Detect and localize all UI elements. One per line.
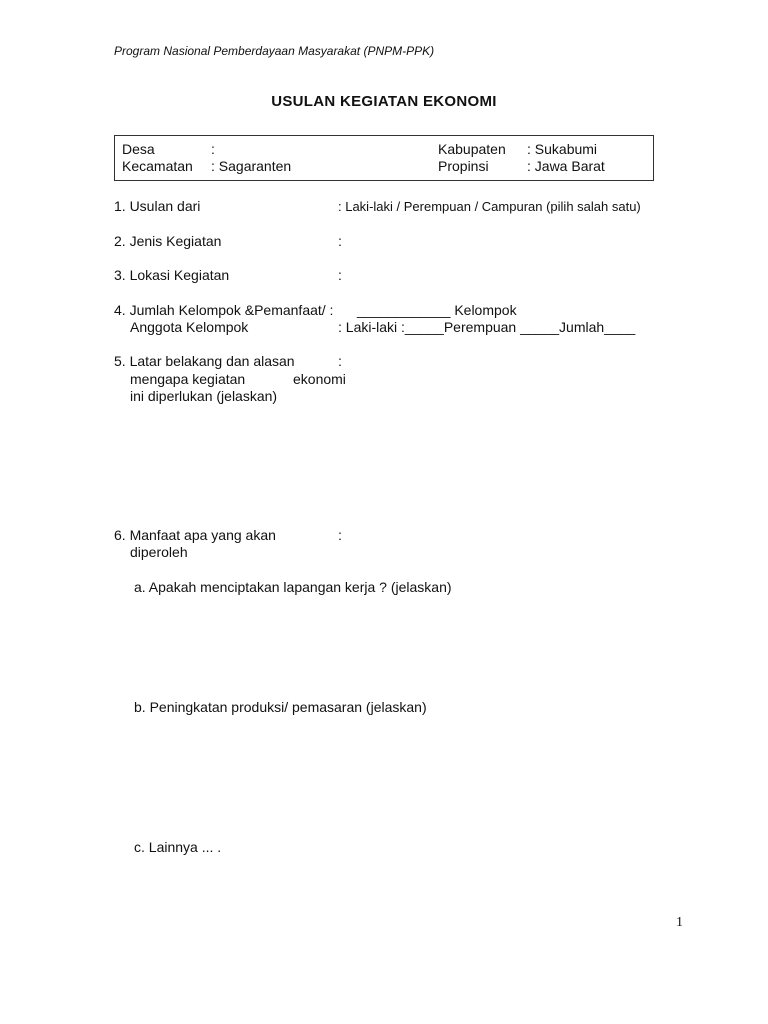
q4-label-line1: 4. Jumlah Kelompok &Pemanfaat/ : — [114, 302, 334, 318]
q3-value: : — [338, 267, 342, 283]
q6b-text: b. Peningkatan produksi/ pemasaran (jelaskan) — [134, 699, 427, 715]
propinsi-label: Propinsi — [438, 158, 489, 174]
q5-label-line1: 5. Latar belakang dan alasan — [114, 353, 295, 369]
q5-label-line2b: ekonomi — [293, 371, 346, 387]
q6c-text: c. Lainnya ... . — [134, 839, 222, 855]
desa-label: Desa — [122, 141, 155, 157]
page-title: USULAN KEGIATAN EKONOMI — [271, 93, 497, 110]
kabupaten-value: : Sukabumi — [527, 141, 598, 157]
q4-value-line1: ____________ Kelompok — [357, 302, 517, 318]
q6-label-line2: diperoleh — [130, 544, 188, 560]
page-number: 1 — [676, 915, 683, 930]
q5-colon: : — [338, 353, 342, 369]
q2-value: : — [338, 233, 342, 249]
q6-colon: : — [338, 527, 342, 543]
q5-label-line3: ini diperlukan (jelaskan) — [130, 388, 278, 404]
q3-label: 3. Lokasi Kegiatan — [114, 267, 230, 283]
propinsi-value: : Jawa Barat — [527, 158, 605, 174]
kecamatan-value: : Sagaranten — [211, 158, 292, 174]
document-header: Program Nasional Pemberdayaan Masyarakat (PNPM-PPK) — [114, 44, 435, 58]
q5-label-line2a: mengapa kegiatan — [130, 371, 246, 387]
q2-label: 2. Jenis Kegiatan — [114, 233, 222, 249]
q6-label-line1: 6. Manfaat apa yang akan — [114, 527, 276, 543]
q4-value-line2: : Laki-laki :_____Perempuan _____Jumlah____ — [338, 319, 636, 335]
kabupaten-label: Kabupaten — [438, 141, 506, 157]
q4-label-line2: Anggota Kelompok — [130, 319, 249, 335]
q1-label: 1. Usulan dari — [114, 198, 201, 214]
q1-value: : Laki-laki / Perempuan / Campuran (pilih salah satu) — [338, 199, 641, 214]
kecamatan-label: Kecamatan — [122, 158, 193, 174]
q6a-text: a. Apakah menciptakan lapangan kerja ? (jelaskan) — [134, 579, 452, 595]
desa-value: : — [211, 141, 215, 157]
